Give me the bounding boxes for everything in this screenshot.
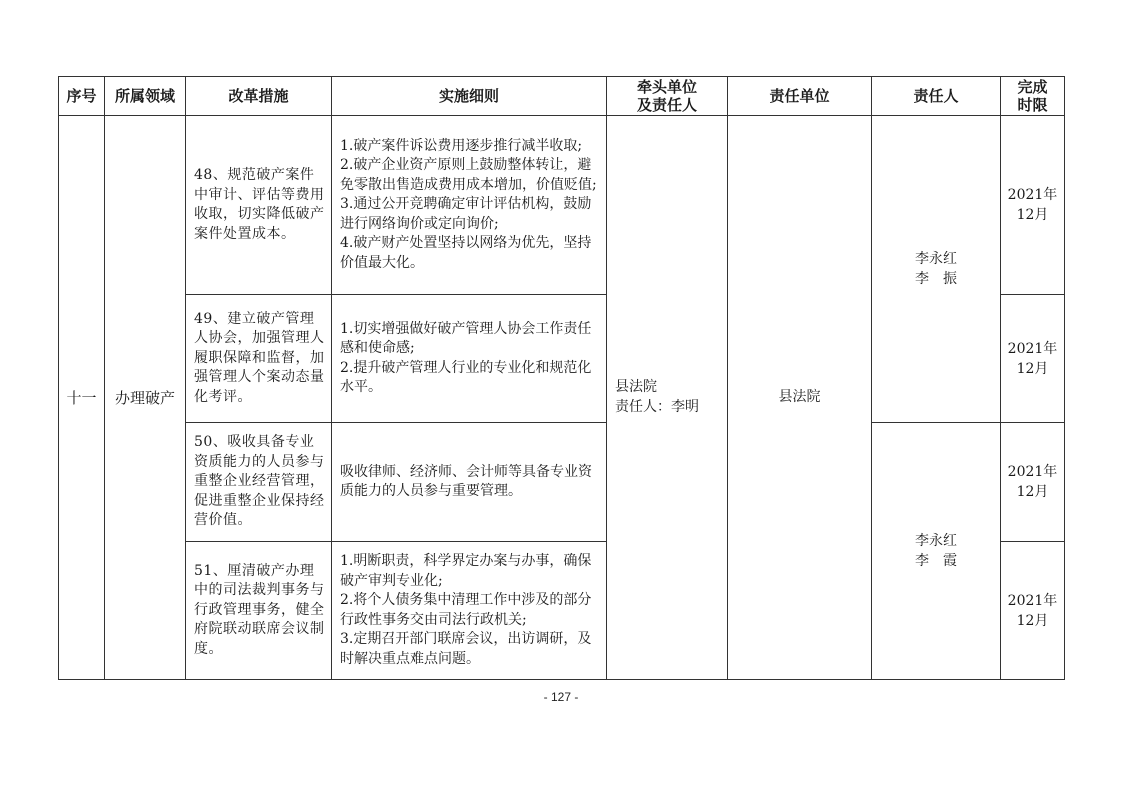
header-deadline: 完成 时限 — [1001, 77, 1065, 116]
detail-text: 1.明断职责，科学界定办案与办事，确保破产审判专业化; 2.将个人债务集中清理工作中涉及的部分行政性事务交由司法行政机关; 3.定期召开部门联席会议，出访调研，及时解决重点难点问题。 — [340, 553, 592, 667]
table-row — [59, 116, 1065, 295]
measure-text: 49、建立破产管理人协会，加强管理人履职保障和监督，加强管理人个案动态量化考评。 — [194, 310, 325, 405]
deadline-text: 2021年 12月 — [1007, 187, 1058, 223]
header-no: 序号 — [59, 77, 105, 116]
header-lead: 牵头单位 及责任人 — [607, 77, 728, 116]
group-area: 办理破产 — [105, 116, 186, 680]
measure-text: 50、吸收具备专业资质能力的人员参与重整企业经营管理，促进重整企业保持经营价值。 — [194, 434, 325, 529]
reform-measures-table — [58, 76, 1065, 680]
header-detail: 实施细则 — [332, 77, 607, 116]
lead-unit-text: 县法院 责任人：李明 — [615, 379, 699, 415]
detail-text: 1.切实增强做好破产管理人协会工作责任感和使命感; 2.提升破产管理人行业的专业化和规范化水平。 — [340, 320, 592, 395]
detail-text: 1.破产案件诉讼费用逐步推行减半收取; 2.破产企业资产原则上鼓励整体转让，避免零散出售造成费用成本增加，价值贬值; 3.通过公开竞聘确定审计评估机构，鼓励进行网络询价或定向询价; 4.破产财产处置坚持以网络为优先，坚持价值最大化。 — [340, 137, 597, 271]
responsible-person-text: 李永红 李 振 — [915, 251, 957, 287]
measure-text: 51、厘清破产办理中的司法裁判事务与行政管理事务，健全府院联动联席会议制度。 — [194, 562, 325, 657]
deadline-text: 2021年 12月 — [1007, 340, 1058, 377]
deadline-text: 2021年 12月 — [1007, 464, 1058, 500]
measure-text: 48、规范破产案件中审计、评估等费用收取，切实降低破产案件处置成本。 — [194, 167, 325, 242]
header-unit: 责任单位 — [728, 77, 872, 116]
responsible-person-text: 李永红 李 霞 — [915, 533, 957, 569]
header-measure: 改革措施 — [186, 77, 332, 116]
group-number: 十一 — [59, 116, 105, 680]
detail-text: 吸收律师、经济师、会计师等具备专业资质能力的人员参与重要管理。 — [340, 463, 592, 499]
table-header-row — [59, 77, 1065, 116]
responsible-unit-text: 县法院 — [778, 388, 821, 405]
table-row — [59, 423, 1065, 542]
header-person: 责任人 — [872, 77, 1001, 116]
page-number: - 127 - — [543, 690, 579, 704]
deadline-text: 2021年 12月 — [1007, 592, 1058, 629]
header-area: 所属领域 — [105, 77, 186, 116]
